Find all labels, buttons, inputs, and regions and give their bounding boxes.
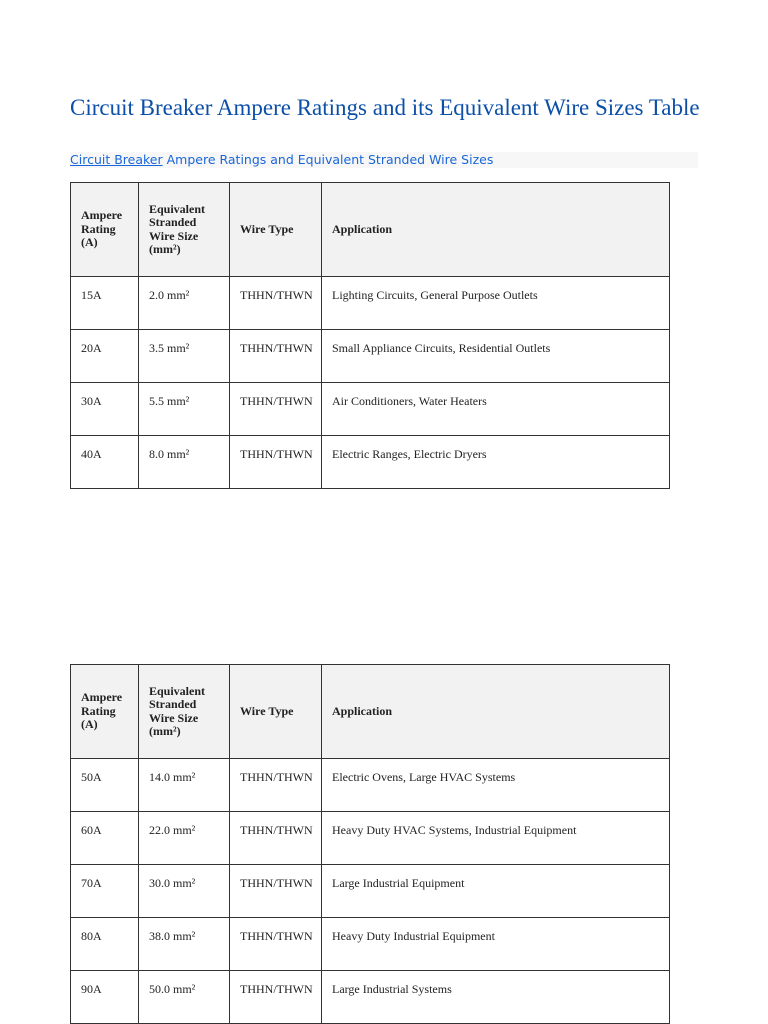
header-application: Application	[322, 665, 670, 759]
cell-wire-size: 3.5 mm²	[139, 330, 230, 383]
table-header-row	[71, 183, 670, 277]
cell-wire-type: THHN/THWN	[230, 918, 322, 971]
page-title: Circuit Breaker Ampere Ratings and its Equivalent Wire Sizes Table	[70, 95, 700, 120]
cell-application: Small Appliance Circuits, Residential Outlets	[322, 330, 670, 383]
cell-ampere: 20A	[71, 330, 139, 383]
wire-size-table-2	[70, 664, 670, 1024]
cell-wire-type: THHN/THWN	[230, 812, 322, 865]
cell-application: Large Industrial Systems	[322, 971, 670, 1024]
subtitle	[70, 152, 698, 168]
cell-ampere: 30A	[71, 383, 139, 436]
wire-size-table-1	[70, 182, 670, 489]
table-row	[71, 759, 670, 812]
cell-wire-size: 14.0 mm²	[139, 759, 230, 812]
cell-application: Electric Ovens, Large HVAC Systems	[322, 759, 670, 812]
cell-ampere: 70A	[71, 865, 139, 918]
header-application: Application	[322, 183, 670, 277]
cell-wire-size: 22.0 mm²	[139, 812, 230, 865]
table-row	[71, 918, 670, 971]
header-ampere-rating: Ampere Rating (A)	[71, 183, 139, 277]
cell-wire-size: 30.0 mm²	[139, 865, 230, 918]
cell-application: Electric Ranges, Electric Dryers	[322, 436, 670, 489]
cell-wire-type: THHN/THWN	[230, 436, 322, 489]
cell-application: Heavy Duty HVAC Systems, Industrial Equipment	[322, 812, 670, 865]
table-row	[71, 971, 670, 1024]
cell-application: Heavy Duty Industrial Equipment	[322, 918, 670, 971]
subtitle-text: Ampere Ratings and Equivalent Stranded Wire Sizes	[162, 152, 494, 167]
cell-wire-type: THHN/THWN	[230, 383, 322, 436]
cell-ampere: 15A	[71, 277, 139, 330]
table-row	[71, 383, 670, 436]
cell-wire-type: THHN/THWN	[230, 330, 322, 383]
header-wire-type: Wire Type	[230, 183, 322, 277]
cell-wire-type: THHN/THWN	[230, 971, 322, 1024]
cell-wire-size: 50.0 mm²	[139, 971, 230, 1024]
cell-ampere: 80A	[71, 918, 139, 971]
cell-wire-type: THHN/THWN	[230, 759, 322, 812]
cell-wire-size: 5.5 mm²	[139, 383, 230, 436]
table-row	[71, 865, 670, 918]
header-ampere-rating: Ampere Rating (A)	[71, 665, 139, 759]
cell-application: Large Industrial Equipment	[322, 865, 670, 918]
header-wire-size: Equivalent Stranded Wire Size (mm²)	[139, 665, 230, 759]
cell-wire-size: 38.0 mm²	[139, 918, 230, 971]
cell-wire-size: 2.0 mm²	[139, 277, 230, 330]
cell-ampere: 40A	[71, 436, 139, 489]
cell-ampere: 90A	[71, 971, 139, 1024]
cell-application: Lighting Circuits, General Purpose Outlets	[322, 277, 670, 330]
table-header-row	[71, 665, 670, 759]
table-row	[71, 436, 670, 489]
cell-ampere: 50A	[71, 759, 139, 812]
cell-wire-type: THHN/THWN	[230, 865, 322, 918]
table-row	[71, 812, 670, 865]
circuit-breaker-link[interactable]: Circuit Breaker	[70, 152, 163, 167]
table-row	[71, 277, 670, 330]
header-wire-size: Equivalent Stranded Wire Size (mm²)	[139, 183, 230, 277]
table-row	[71, 330, 670, 383]
cell-application: Air Conditioners, Water Heaters	[322, 383, 670, 436]
header-wire-type: Wire Type	[230, 665, 322, 759]
cell-wire-type: THHN/THWN	[230, 277, 322, 330]
cell-ampere: 60A	[71, 812, 139, 865]
cell-wire-size: 8.0 mm²	[139, 436, 230, 489]
